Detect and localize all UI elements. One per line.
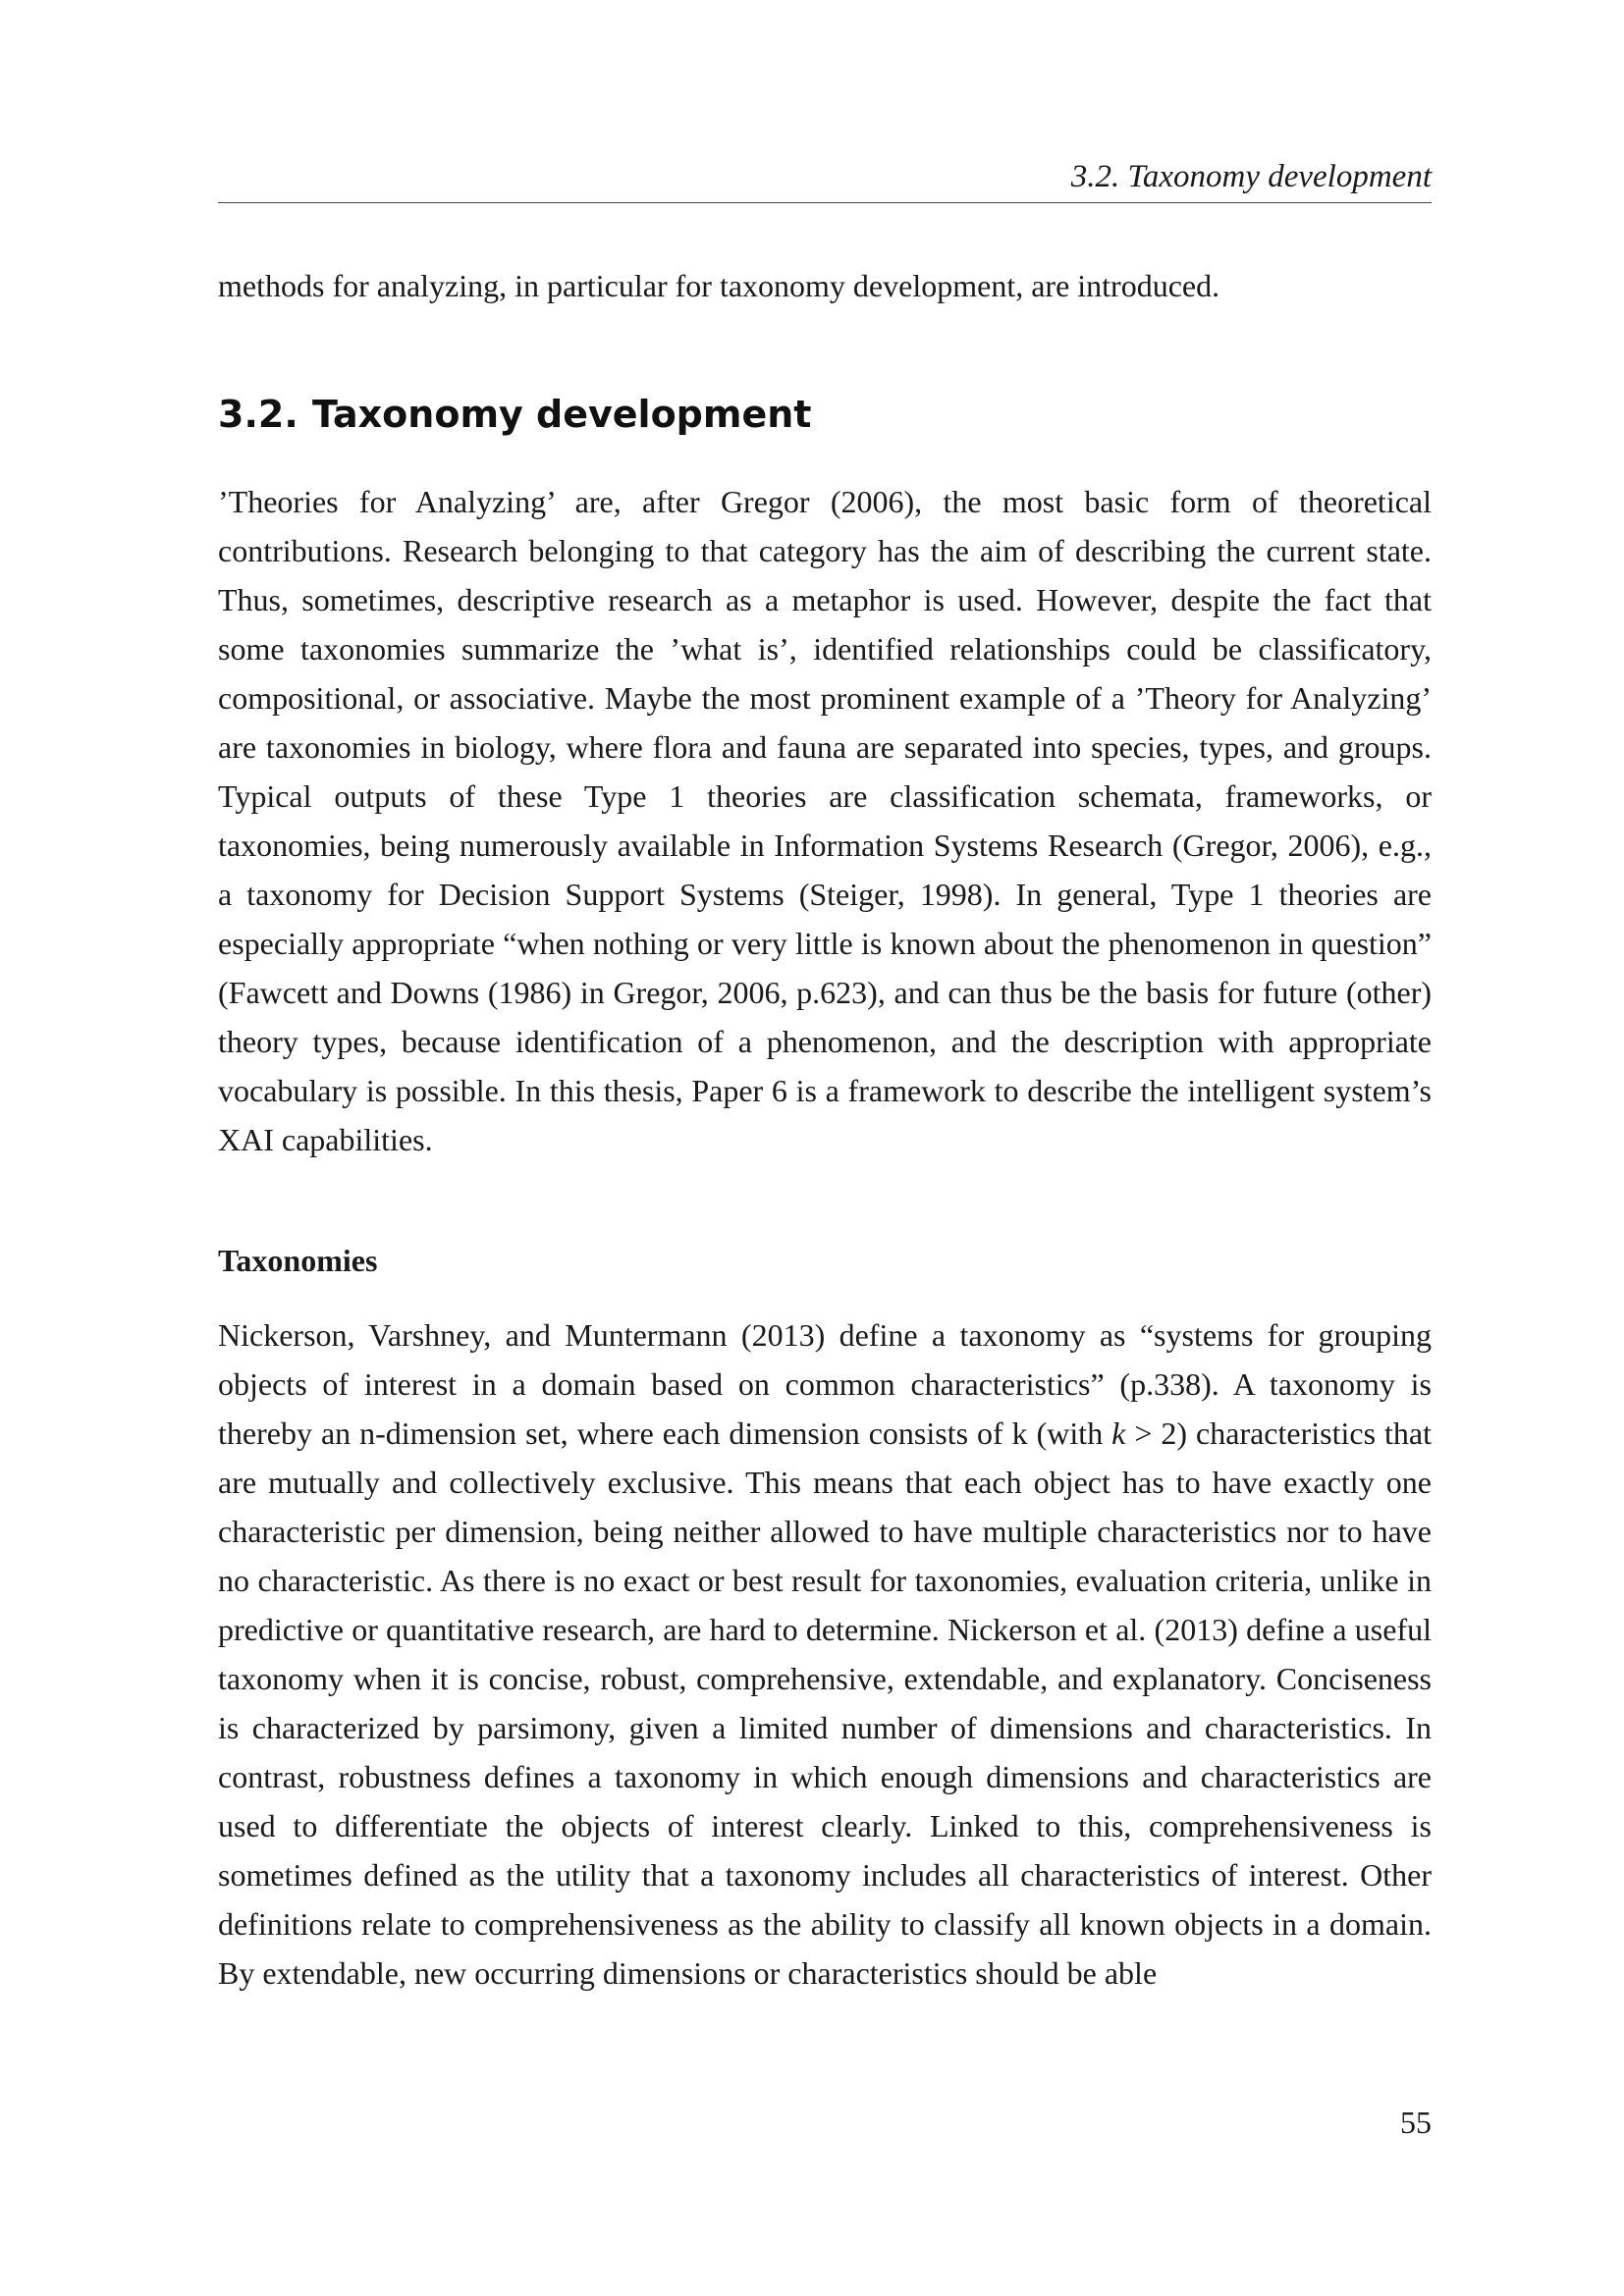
paragraph-2-part-1: Nickerson, Varshney, and Muntermann (2013) define a taxonomy as “systems for grouping objects of interest in a domain based on common characteristics” (p.338). A taxonomy is thereby an n-dimension set, where each dimension consists of k (with [218,1317,1432,1451]
paragraph-text-2 [218,1310,1432,1998]
section-number: 3.2. [218,393,298,436]
page-number: 55 [1400,2105,1432,2140]
math-inequality: > 2 [1125,1415,1177,1451]
body-paragraph-2 [218,1310,1432,1998]
paragraph-text: ’Theories for Analyzing’ are, after Gregor (2006), the most basic form of theoretical contributions. Research belonging to that category has the aim of describing the current state. Thus, sometimes, descriptive research as a metaphor is used. However, despite the fact that some taxonomies summarize the ’what is’, identified relationships could be classificatory, compositional, or associative. Maybe the most prominent example of a ’Theory for Analyzing’ are taxonomies in biology, where flora and fauna are separated into species, types, and groups. Typical outputs of these Type 1 theories are classification schemata, frameworks, or taxonomies, being numerously available in Information Systems Research (Gregor, 2006), e.g., a taxonomy for Decision Support Systems (Steiger, 1998). In general, Type 1 theories are especially appropriate “when nothing or very little is known about the phenomenon in question” (Fawcett and Downs (1986) in Gregor, 2006, p.623), and can thus be the basis for future (other) theory types, because identification of a phenomenon, and the description with appropriate vocabulary is possible. In this thesis, Paper 6 is a framework to describe the intelligent system’s XAI capabilities. [218,484,1432,1157]
paragraph-2-part-2: ) characteristics that are mutually and collectively exclusive. This means that each object has to have exactly one characteristic per dimension, being neither allowed to have multiple characteristics nor to have no characteristic. As there is no exact or best result for taxonomies, evaluation criteria, unlike in predictive or quantitative research, are hard to determine. Nickerson et al. (2013) define a useful taxonomy when it is concise, robust, comprehensive, extendable, and explanatory. Conciseness is characterized by parsimony, given a limited number of dimensions and characteristics. In contrast, robustness defines a taxonomy in which enough dimensions and characteristics are used to differentiate the objects of interest clearly. Linked to this, comprehensiveness is sometimes defined as the utility that a taxonomy includes all characteristics of interest. Other definitions relate to comprehensiveness as the ability to classify all known objects in a domain. By extendable, new occurring dimensions or characteristics should be able [218,1415,1432,1991]
header-rule [218,202,1432,203]
subsection-heading: Taxonomies [218,1243,378,1278]
section-heading [218,391,1432,438]
intro-line: methods for analyzing, in particular for taxonomy development, are introduced. [218,268,1220,303]
section-title: Taxonomy development [312,393,812,436]
body-paragraph-1 [218,477,1432,1164]
running-header: 3.2. Taxonomy development [1070,159,1432,194]
math-variable-k: k [1111,1415,1126,1451]
intro-text [218,261,1432,310]
